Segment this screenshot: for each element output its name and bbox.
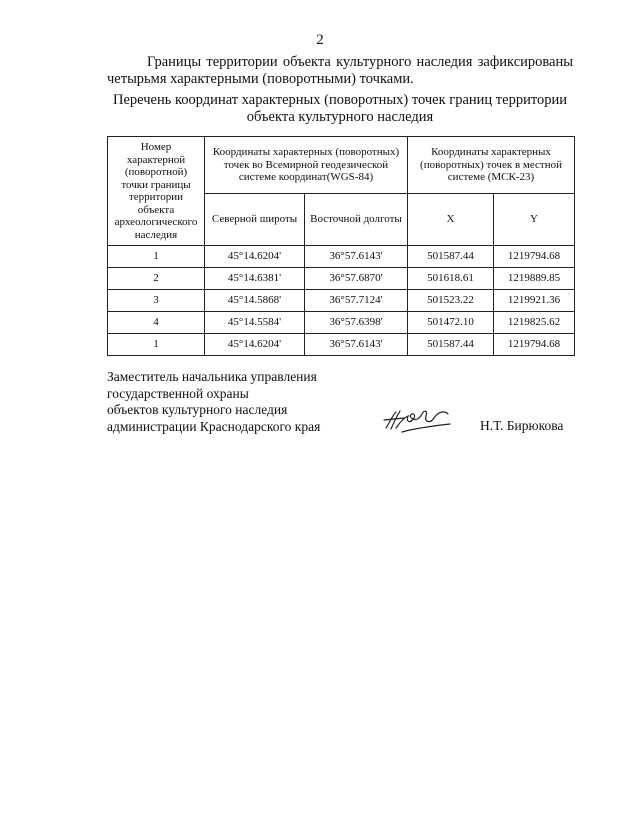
cell-longitude: 36°57.7124' [305, 290, 408, 312]
cell-y: 1219825.62 [494, 312, 575, 334]
header-latitude: Северной широты [205, 194, 305, 246]
cell-y: 1219794.68 [494, 334, 575, 356]
signer-title-line: объектов культурного наследия [107, 402, 288, 417]
table-row [108, 290, 575, 312]
signer-title [107, 369, 320, 435]
cell-point: 3 [108, 290, 205, 312]
header-longitude: Восточной долготы [305, 194, 408, 246]
cell-x: 501587.44 [408, 246, 494, 268]
header-x: X [408, 194, 494, 246]
coordinates-table [107, 136, 575, 356]
cell-point: 1 [108, 334, 205, 356]
cell-point: 4 [108, 312, 205, 334]
table-title: Перечень координат характерных (поворотных) точек границ территории объекта культурного наследия [112, 92, 568, 125]
cell-x: 501472.10 [408, 312, 494, 334]
signer-title-line: администрации Краснодарского края [107, 418, 321, 434]
header-wgs84: Координаты характерных (поворотных) точек во Всемирной геодезической системе координат(WGS-84) [205, 137, 408, 194]
cell-y: 1219889.85 [494, 268, 575, 290]
cell-x: 501618.61 [408, 268, 494, 290]
table-row [108, 268, 575, 290]
cell-longitude: 36°57.6398' [305, 312, 408, 334]
header-point-number: Номер характерной (поворотной) точки границы территории объекта археологического наследия [108, 137, 205, 246]
page-number: 2 [316, 32, 324, 48]
header-y: Y [494, 194, 575, 246]
cell-latitude: 45°14.6204' [205, 246, 305, 268]
cell-latitude: 45°14.6204' [205, 334, 305, 356]
signer-name: Н.Т. Бирюкова [480, 418, 564, 433]
cell-latitude: 45°14.5868' [205, 290, 305, 312]
cell-point: 2 [108, 268, 205, 290]
signer-title-line: государственной охраны [107, 385, 249, 401]
cell-longitude: 36°57.6870' [305, 268, 408, 290]
cell-longitude: 36°57.6143' [305, 246, 408, 268]
table-header-row [108, 137, 575, 194]
intro-paragraph: Границы территории объекта культурного наследия зафиксированы четырьмя характерными (поворотными) точками. [107, 54, 573, 87]
signer-title-line: Заместитель начальника управления [107, 369, 317, 384]
cell-x: 501523.22 [408, 290, 494, 312]
table-row [108, 334, 575, 356]
handwritten-signature [382, 402, 454, 441]
cell-x: 501587.44 [408, 334, 494, 356]
cell-y: 1219794.68 [494, 246, 575, 268]
cell-latitude: 45°14.6381' [205, 268, 305, 290]
cell-longitude: 36°57.6143' [305, 334, 408, 356]
cell-latitude: 45°14.5584' [205, 312, 305, 334]
table-row [108, 246, 575, 268]
table-row [108, 312, 575, 334]
cell-point: 1 [108, 246, 205, 268]
cell-y: 1219921.36 [494, 290, 575, 312]
header-msk23: Координаты характерных (поворотных) точек в местной системе (МСК-23) [408, 137, 575, 194]
